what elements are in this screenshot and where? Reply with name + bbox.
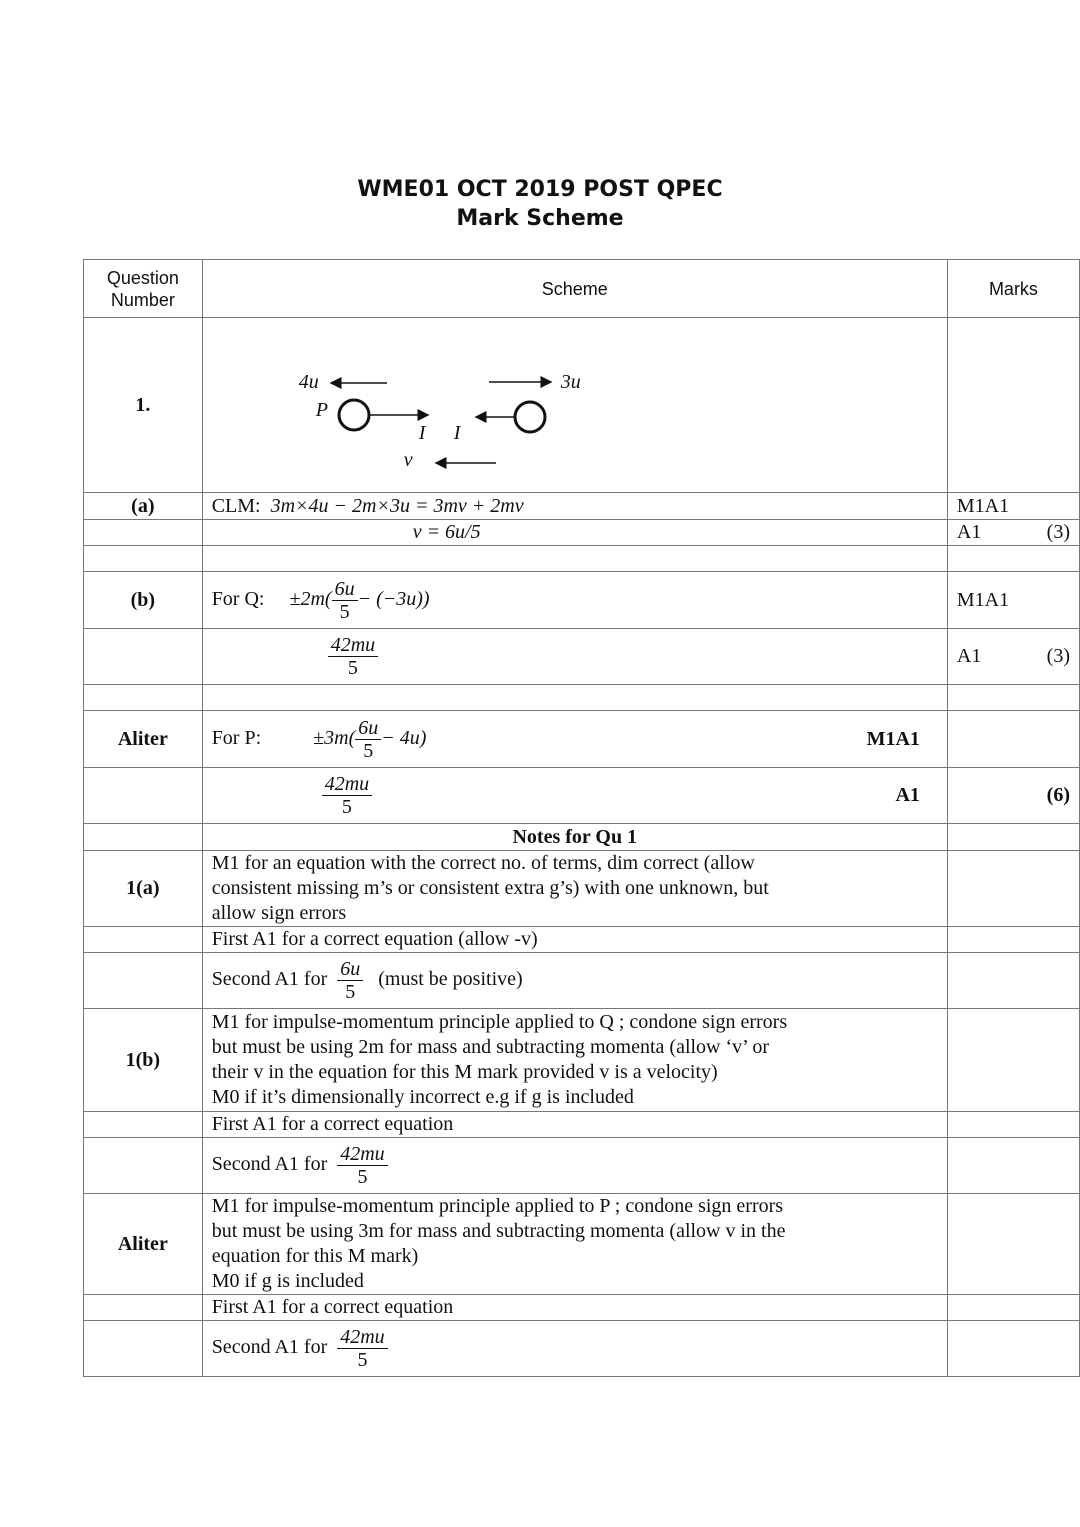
part-b-label: (b) (84, 572, 203, 629)
for-q-label: For Q: (211, 587, 265, 610)
label-3u: 3u (560, 371, 581, 393)
note-line: but must be using 3m for mass and subtracting momenta (allow v in the (211, 1220, 786, 1242)
note-line: Second A1 for (211, 1153, 328, 1176)
label-v: v (403, 449, 413, 471)
note-line: M0 if it’s dimensionally incorrect e.g if g is included (211, 1086, 634, 1108)
mark: A1 (956, 645, 982, 667)
fraction: $\frac{42mu}{5}$ (337, 1326, 387, 1371)
note-line: First A1 for a correct equation (202, 1112, 947, 1138)
mark: M1A1 (866, 727, 920, 750)
note-line: First A1 for a correct equation (allow -v) (202, 927, 947, 953)
document-title: WME01 OCT 2019 POST QPEC (357, 177, 723, 202)
mark: M1A1 (947, 572, 1079, 629)
document-subtitle: Mark Scheme (456, 206, 624, 231)
clm-label: CLM: (211, 494, 261, 517)
note-line: their v in the equation for this M mark provided v is a velocity) (211, 1061, 718, 1083)
fraction: $\frac{42mu}{5}$ (337, 1143, 387, 1188)
label-I-right: I (453, 422, 461, 444)
part-a-label: (a) (84, 493, 203, 520)
note-line: allow sign errors (211, 902, 347, 924)
fraction: $\frac{6u}{5}$ (332, 578, 358, 623)
question-number: 1. (84, 318, 203, 493)
expr-post: − 4u) (381, 726, 427, 749)
note-line: consistent missing m’s or consistent extra g’s) with one unknown, but (211, 877, 769, 899)
label-4u: 4u (298, 371, 319, 393)
note-line: Second A1 for (211, 968, 328, 991)
clm-equation: 3m×4u − 2m×3u = 3mv + 2mv (270, 494, 524, 517)
fraction: $\frac{6u}{5}$ (355, 717, 381, 762)
header-question: Question Number (84, 260, 203, 318)
fraction: $\frac{6u}{5}$ (337, 958, 363, 1003)
total-marks: (6) (1046, 784, 1070, 806)
notes-1b-label: 1(b) (84, 1009, 203, 1112)
notes-aliter-label: Aliter (84, 1194, 203, 1295)
total-marks: (3) (1046, 521, 1070, 543)
note-line: M1 for impulse-momentum principle applied to P ; condone sign errors (211, 1195, 784, 1217)
note-line: Second A1 for (211, 1336, 328, 1359)
note-line: (must be positive) (378, 968, 523, 991)
total-marks: (3) (1046, 645, 1070, 667)
v-result: v = 6u/5 (412, 521, 481, 543)
header-scheme: Scheme (202, 260, 947, 318)
for-p-label: For P: (211, 726, 262, 749)
notes-heading: Notes for Qu 1 (202, 824, 947, 851)
notes-1a-label: 1(a) (84, 851, 203, 927)
note-line: equation for this M mark) (211, 1245, 419, 1267)
note-line: M1 for impulse-momentum principle applied to Q ; condone sign errors (211, 1011, 788, 1033)
expr-pre: ±2m( (289, 587, 332, 610)
note-line: but must be using 2m for mass and subtracting momenta (allow ‘v’ or (211, 1036, 769, 1058)
mark: M1A1 (947, 493, 1079, 520)
answer-fraction: $\frac{42mu}{5}$ (328, 634, 378, 679)
aliter-label: Aliter (84, 711, 203, 768)
mark-scheme-table (83, 259, 1080, 1377)
mark: A1 (895, 784, 920, 806)
label-P: P (315, 399, 328, 421)
note-line: M0 if g is included (211, 1270, 364, 1292)
header-marks: Marks (947, 260, 1079, 318)
expr-post: − (−3u)) (357, 587, 430, 610)
label-I-left: I (418, 422, 426, 444)
note-line: M1 for an equation with the correct no. of terms, dim correct (allow (211, 852, 755, 874)
diagram-arrows (203, 318, 858, 493)
mark: A1 (956, 521, 982, 543)
answer-fraction: $\frac{42mu}{5}$ (322, 773, 372, 818)
expr-pre: ±3m( (313, 726, 356, 749)
note-line: First A1 for a correct equation (202, 1295, 947, 1321)
collision-diagram (202, 318, 947, 493)
